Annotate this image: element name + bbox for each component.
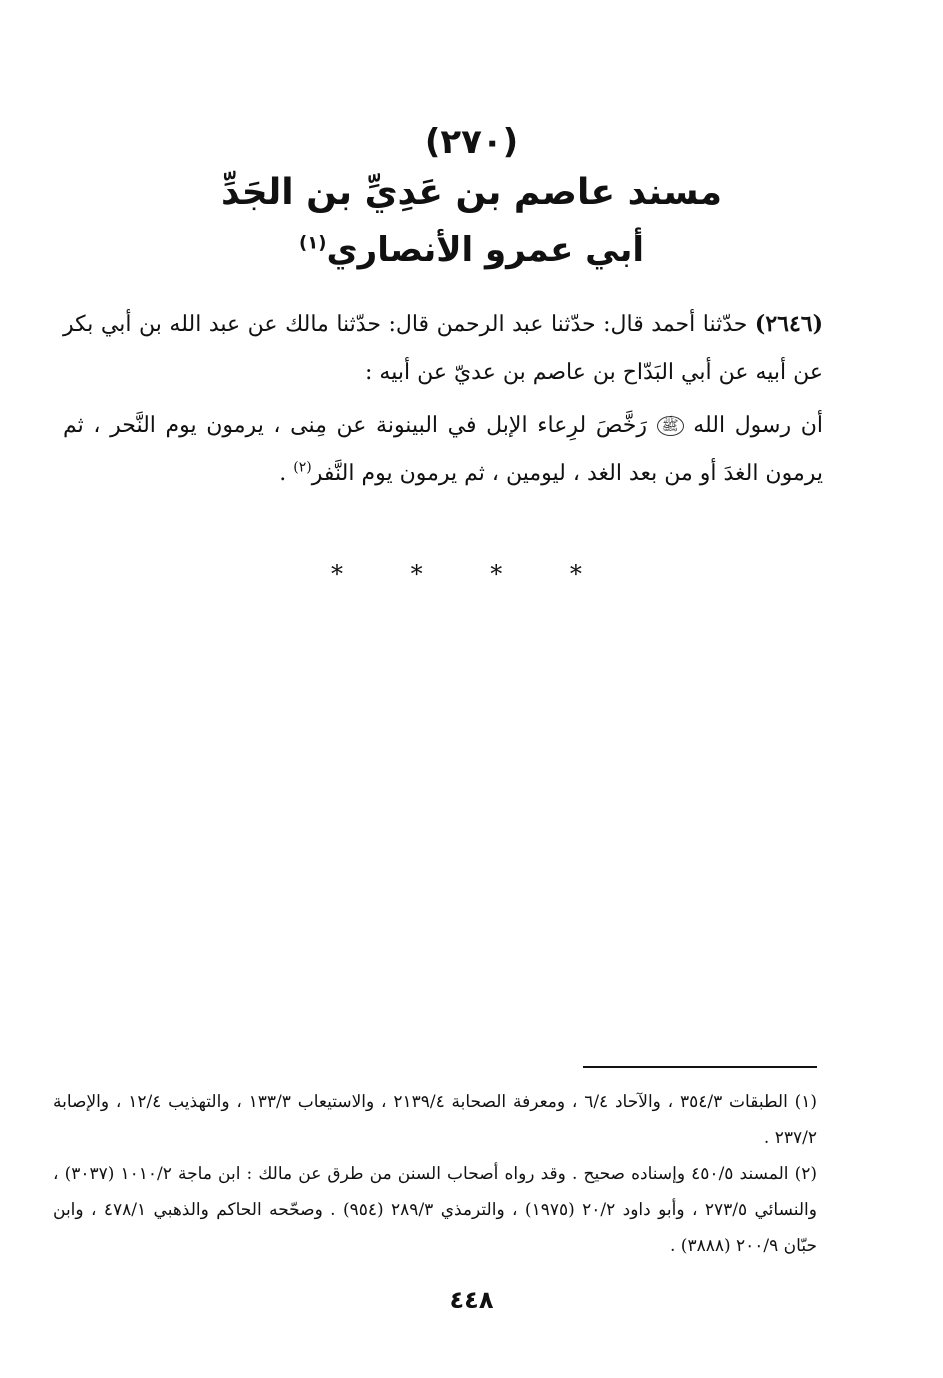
matn-text-start: أن رسول الله bbox=[693, 413, 823, 438]
footnotes bbox=[53, 1084, 817, 1264]
footnote-1: (١) الطبقات ٣٥٤/٣ ، والآحاد ٦/٤ ، ومعرفة الصحابة ٢١٣٩/٤ ، والاستيعاب ١٣٣/٣ ، والتهذيب ١٢/٤ ، والإصابة ٢٣٧/٢ . bbox=[53, 1092, 818, 1148]
footnote-divider bbox=[583, 1066, 817, 1068]
section-title: مسند عاصم بن عَدِيِّ بن الجَدِّ bbox=[220, 172, 722, 213]
salutation-icon: ﷺ bbox=[657, 416, 684, 436]
section-separator: * * * * bbox=[331, 560, 612, 588]
isnad-text: حدّثنا أحمد قال: حدّثنا عبد الرحمن قال: حدّثنا مالك عن عبد الله بن أبي بكر عن أبيه عن أبي البَدّاح بن عاصم بن عديّ عن أبيه : bbox=[63, 312, 823, 385]
section-number: (٢٧٠) bbox=[424, 122, 519, 162]
footnote-ref-2: (٢) bbox=[293, 459, 312, 476]
footnote-ref-1: (١) bbox=[298, 232, 327, 254]
hadith-number: (٢٦٤٦) bbox=[754, 311, 824, 337]
section-subtitle bbox=[0, 230, 943, 270]
footnote-2: (٢) المسند ٤٥٠/٥ وإسناده صحيح . وقد رواه أصحاب السنن من طرق عن مالك : ابن ماجة ١٠١٠/٢ (٣٠٣٧) ، والنسائي ٢٧٣/٥ ، وأبو داود ٢٠/٢ (١٩٧٥) ، والترمذي ٢٨٩/٣ (٩٥٤) . وصحّحه الحاكم والذهبي ٤٧٨/١ ، وابن حبّان ٢٠٠/٩ (٣٨٨٨) . bbox=[53, 1164, 818, 1256]
page-number: ٤٤٨ bbox=[449, 1286, 494, 1314]
hadith-matn bbox=[63, 402, 823, 498]
hadith-isnad bbox=[63, 300, 823, 397]
matn-text-rest: رَخَّصَ لرِعاء الإبل في البينونة عن مِنى ، يرمون يوم النَّحر ، ثم يرمون الغدَ أو من بعد الغد ، ليومين ، ثم يرمون يوم النَّفر bbox=[63, 413, 823, 486]
matn-end: . bbox=[279, 461, 287, 486]
subtitle-text: أبي عمرو الأنصاري bbox=[326, 230, 644, 270]
